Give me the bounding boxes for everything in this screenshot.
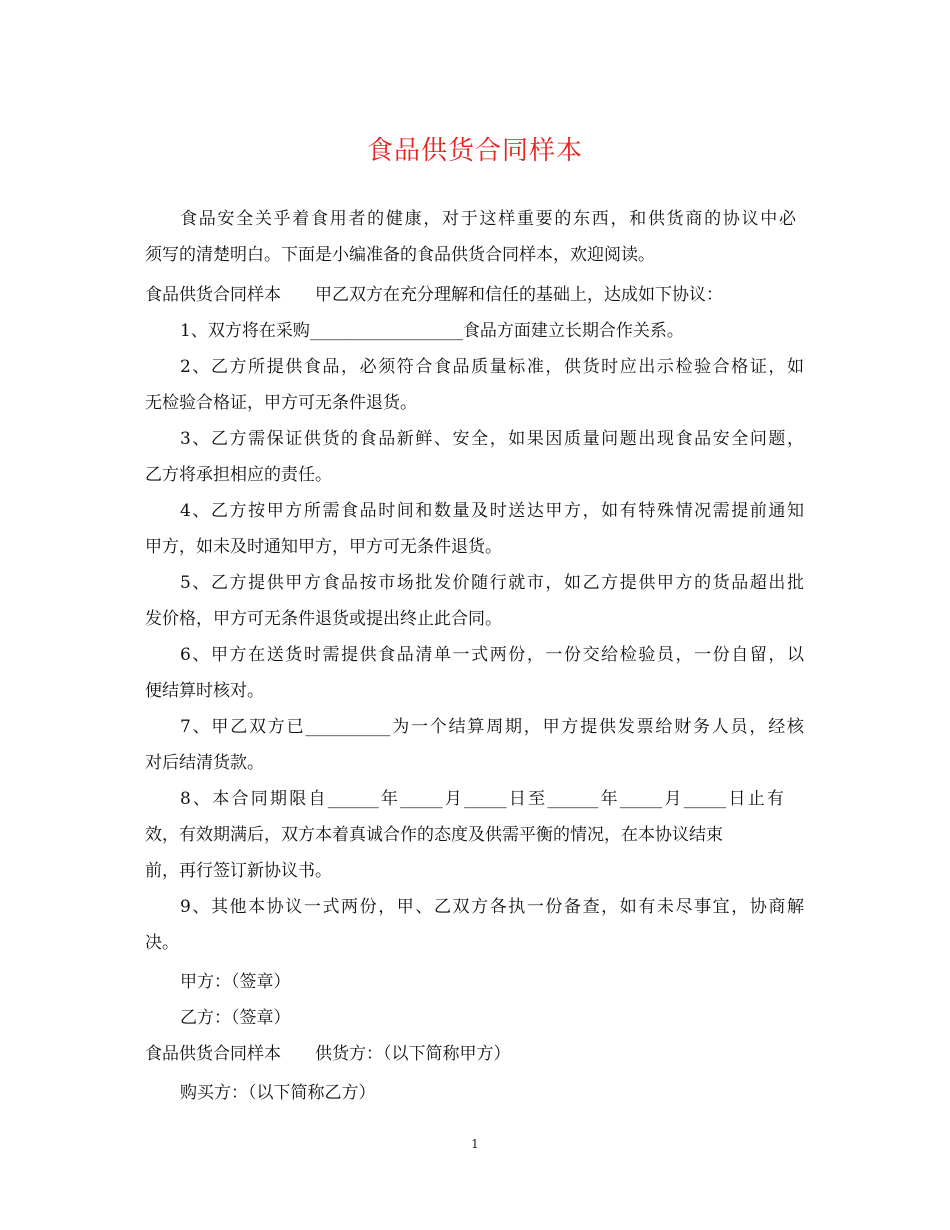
clause-line: 无检验合格证，甲方可无条件退货。: [145, 393, 417, 413]
clause-line: 3、乙方需保证供货的食品新鲜、安全，如果因质量问题出现食品安全问题，: [180, 429, 804, 449]
clause-line: 2、乙方所提供食品，必须符合食品质量标准，供货时应出示检验合格证，如: [180, 357, 804, 377]
clause-line: 6、甲方在送货时需提供食品清单一式两份，一份交给检验员，一份自留，以: [180, 645, 804, 665]
party-b-signature: 乙方：（签章）: [180, 1008, 291, 1028]
party-a-signature: 甲方：（签章）: [180, 972, 291, 992]
clause-line: 乙方将承担相应的责任。: [145, 465, 332, 485]
clause-line: 对后结清货款。: [145, 753, 264, 773]
paragraph-line: 食品安全关乎着食用者的健康，对于这样重要的东西，和供货商的协议中必: [180, 209, 796, 229]
clause-line: 发价格，甲方可无条件退货或提出终止此合同。: [145, 609, 502, 629]
paragraph-line: 须写的清楚明白。下面是小编准备的食品供货合同样本，欢迎阅读。: [145, 245, 655, 265]
clause-line: 9、其他本协议一式两份，甲、乙双方各执一份备查，如有未尽事宜，协商解: [180, 897, 804, 917]
paragraph-line: 食品供货合同样本 供货方：（以下简称甲方）: [145, 1044, 511, 1064]
document-title: 食品供货合同样本: [366, 136, 583, 166]
clause-line: 5、乙方提供甲方食品按市场批发价随行就市，如乙方提供甲方的货品超出批: [180, 573, 804, 593]
clause-line: 8、本合同期限自______年_____月_____日至______年_____月_____日止有: [180, 789, 784, 809]
clause-line: 7、甲乙双方已__________为一个结算周期，甲方提供发票给财务人员，经核: [180, 717, 804, 737]
clause-line: 便结算时核对。: [145, 681, 264, 701]
page-number: 1: [471, 1137, 479, 1151]
clause-line: 甲方，如未及时通知甲方，甲方可无条件退货。: [145, 537, 502, 557]
paragraph-line: 购买方：（以下简称乙方）: [180, 1083, 376, 1103]
clause-line: 效，有效期满后，双方本着真诚合作的态度及供需平衡的情况，在本协议结束: [145, 825, 723, 845]
clause-line: 决。: [145, 933, 179, 953]
clause-line: 前，再行签订新协议书。: [145, 861, 332, 881]
clause-line: 4、乙方按甲方所需食品时间和数量及时送达甲方，如有特殊情况需提前通知: [180, 501, 804, 521]
paragraph-line: 食品供货合同样本 甲乙双方在充分理解和信任的基础上，达成如下协议：: [145, 285, 723, 305]
clause-line: 1、双方将在采购__________________食品方面建立长期合作关系。: [180, 321, 684, 341]
